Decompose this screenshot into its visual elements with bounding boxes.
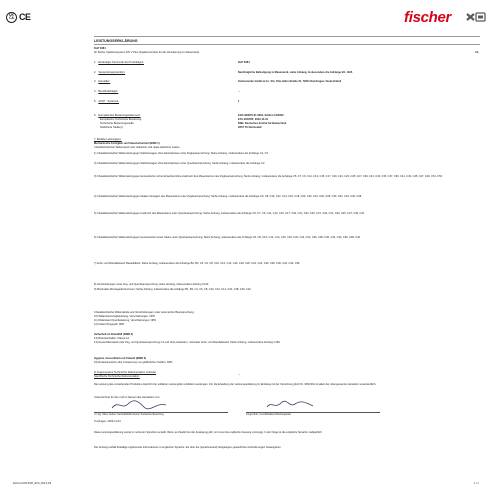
section-7-bwr1: Mechanische Festigkeit und Standsicherheit (BWR 1) bbox=[94, 142, 160, 145]
signed-for: Unterzeichnet für den und im Namen des Herstellers von: bbox=[94, 396, 161, 399]
item-5: 5. AVCP - System/e: bbox=[94, 99, 120, 103]
item-4-value: -- bbox=[238, 90, 240, 93]
section-7-heading: 7. Erklärte Leistung(en): bbox=[94, 138, 122, 141]
performance-12: 12) Faktor Ringspalt: NPD bbox=[94, 323, 125, 326]
performance-13: 13) Brandverhalten: Klasse A1 bbox=[94, 337, 130, 340]
closing-statement: Die Leistung des vorstehenden Produkts entspricht der erklärten Leistung/den erklärten Leistungen. Für die Erstellung der Leistungserklärung im Einklang mit der Verordnung (EU) Nr. 305/2011 ist allein der obengenannte Hersteller verantwortlich. bbox=[94, 383, 377, 386]
performance-2: 2) Charakteristischer Widerstand gegen Stahlversagen ohne Einzelachsen unter Querbeanspruchung: Siehe Anhang, insbesondere die Anhänge C2 bbox=[94, 162, 265, 165]
footer-page-number: 1 / 1 bbox=[474, 482, 479, 485]
signature-2-icon bbox=[265, 399, 315, 411]
item-6-eta-label: Europäische Technische Bewertung: bbox=[100, 117, 142, 121]
section-8-line-1: 8. Angemessene Technische Dokumentation und/oder bbox=[94, 371, 157, 374]
item-3-value: fischerwerke GmbH & Co. KG, Otto-Hahn-Straße 15, 79211 Denzlingen, Deutschland bbox=[238, 80, 342, 83]
item-5-value: 1 bbox=[238, 99, 240, 103]
item-6-tab-value: DIBt- Deutsches Institut für Bautechnik bbox=[238, 121, 287, 125]
section-8-line-2: Spezifische Technische Dokumentation: bbox=[94, 375, 140, 378]
performance-15: 15) Emissionswerte oder Freisetzung von gefährlichen Stoffen: NPD bbox=[94, 361, 173, 364]
item-6-notified-value: 2873 TU Darmstadt bbox=[238, 125, 262, 129]
item-1-value: DoP 0384 bbox=[238, 60, 250, 64]
performance-9: 9) Maximales Montagedrehmoment; Siehe Anhang, insbesondere die Anhänge B1, B3, C4, C6, C8, C10, C12, C14, C16, C18, C20, C22 bbox=[94, 288, 251, 291]
item-6-tab-label: Technische Bewertungsstelle: bbox=[100, 121, 135, 125]
language-code: DE bbox=[475, 51, 479, 54]
performance-10: 10) Widerstand Zugbelastung, Verschiebungen: NPD bbox=[94, 315, 155, 318]
performance-11: 11) Widerstand Querbelastung, Verschiebungen: NPD bbox=[94, 319, 157, 322]
place-date: Tumlingen, 2023-11-04 bbox=[94, 420, 121, 423]
dop-number: DoP 0384 bbox=[94, 47, 106, 50]
section-8-value: -- bbox=[238, 373, 240, 376]
section-7-subheading: Charakteristischer Widerstand unter statischer und quasi-statischer Lasten bbox=[94, 146, 180, 149]
annex-note: Der Anhang enthält freiwillige ergänzende Informationen in englischer Sprache, die über die (sprachneutral) festgelegten gesetzlichen Anforderungen hinausgehen. bbox=[94, 446, 282, 449]
performance-6: 6) Charakteristischer Widerstand gegen Herausziehen eines Steins unter Querbeanspruchung; Siehe Anhang, insbesondere die Anhänge C6, C8, C10, C12, C14, C16, C18, C20, C22, C24, C26, C28, C30, C32, C34, C36, C38, C40 bbox=[94, 236, 361, 239]
bwr3-heading: Hygiene, Gesundheit und Umwelt (BWR 3) bbox=[94, 357, 147, 360]
signatory-2: Jürgen Butz, Geschäftsleiter/Abteilungsleiter bbox=[246, 413, 292, 416]
bwr2-heading: Sicherheit im Brandfall (BWR 2) bbox=[94, 333, 134, 336]
item-6-notified-label: Notifizierte Stelle(n): bbox=[100, 125, 124, 129]
performance-3: 3) Charakteristischer Widerstand gegen Herausziehen ohne Einsetzen/ohne Ausbruch des Mauersteins unter Zugbeanspruchung; Siehe Anhang, insbesondere die Anhänge C5, C7, C9, C11, C13, C15, C17, C19, C21, C23, C25, C27, C29, C31, C33, C35, C37, C39, C41, C43, C45, C47, C49, C51, C53 bbox=[94, 175, 443, 178]
signature-1-icon bbox=[110, 399, 170, 411]
certification-logos bbox=[6, 11, 31, 23]
item-2-value: Nachträgliche Befestigung in Mauerwerk, siehe Anhang, insbesondere die Anhänge B1 - B22. bbox=[238, 70, 353, 74]
item-3: 3. Hersteller: bbox=[94, 80, 111, 83]
performance-5: 5) Charakteristischer Widerstand gegen Ausbruch des Mauersteins unter Querbeanspruchung; Siehe Anhang, insbesondere die Anhänge C5, C7, C9, C11, C13, C15, C17, C19, C21, C23, C25, C27, C29, C31, C33, C35, C37, C39, C41 bbox=[94, 212, 365, 215]
title-rule-top bbox=[94, 36, 480, 37]
performance-14: 14) Feuerwiderstand unter Zug- und Querbeanspruchung mit und ohne Hebelarm, minimaler Achs- und Randabstand: Siehe Anhang, insbesondere Anhang C184 bbox=[94, 341, 280, 344]
item-4: 4. Bevollmächtigter: bbox=[94, 90, 119, 93]
item-6: 6. Europäisches Bewertungsdokument: bbox=[94, 113, 141, 117]
performance-8: 8) Verschiebungen unter Zug- und Querbeanspruchung; siehe Anhang, insbesondere Anhang C123 bbox=[94, 283, 209, 286]
dop-description: für fischer Injektionssystem FIS V Plus (Injektionsmörtel für die Verankerung im Mauerwerk) bbox=[94, 51, 200, 54]
performance-4: 4) Charakteristischer Widerstand gegen lokales Versagen des Mauersteins unter Zugbeanspruchung; Siehe Anhang, insbesondere die Anhänge C6, C8, C10, C12, C14, C16, C18, C20, C22, C24, C26, C28, C30, C32, C34, C36, C38 bbox=[94, 195, 362, 198]
signatory-1: i.V. Ing. Oliver Gerber, Geschäftsführer/Leiter Technische Bewertung bbox=[94, 413, 164, 416]
performance-7: 7) Achs- und Randabstand, Bauteildicke; Siehe Anhang, insbesondere die Anhänge B2, B3, C4, C6, C8, C10, C12, C14, C16, C18, C20, C22, C24, C26, C28, C30, C32, C34, C36 bbox=[94, 262, 300, 265]
ce-mark-icon: CE bbox=[19, 12, 31, 22]
title-rule-bottom bbox=[94, 44, 480, 45]
item-6-value: EAD 330076-01-0604, Edition 10/2022 bbox=[238, 113, 284, 117]
translation-note: Diese Leistungserklärung wurde in mehreren Sprachen erstellt. Wenn es Zweifel bei der Auslegung gibt, ist immer die englische Fassung vorrangig. In der Folge ist die englische Sprache maßgeblich. bbox=[94, 431, 323, 434]
performance-1: 1) Charakteristischer Widerstand gegen Stahlversagen ohne Einzelachsen unter Zugbeanspruchung: Siehe Anhang, insbesondere die Anhänge C1, C3 bbox=[94, 152, 268, 155]
item-6-eta-value: ETA-20/0785; 2023-10-31 bbox=[238, 117, 269, 121]
item-2: 2. Verwendungszweck(e): bbox=[94, 70, 126, 74]
ukca-mark-icon: UK CA bbox=[6, 12, 17, 23]
footer-document-id: Fischer DATA DOP_ECS_V82.0.0/9 bbox=[13, 482, 52, 485]
brand-logo: fischer bbox=[404, 9, 452, 26]
item-1: 1. Eindeutiger Kenncode des Produkttyps: bbox=[94, 60, 144, 64]
seismic-heading: Charakteristische Widerstände und Verschiebungen unter seismischer Beanspruchung: bbox=[94, 311, 195, 314]
fischer-brandmark-icon bbox=[465, 11, 487, 23]
document-title: LEISTUNGSERKLÄRUNG bbox=[94, 38, 138, 43]
